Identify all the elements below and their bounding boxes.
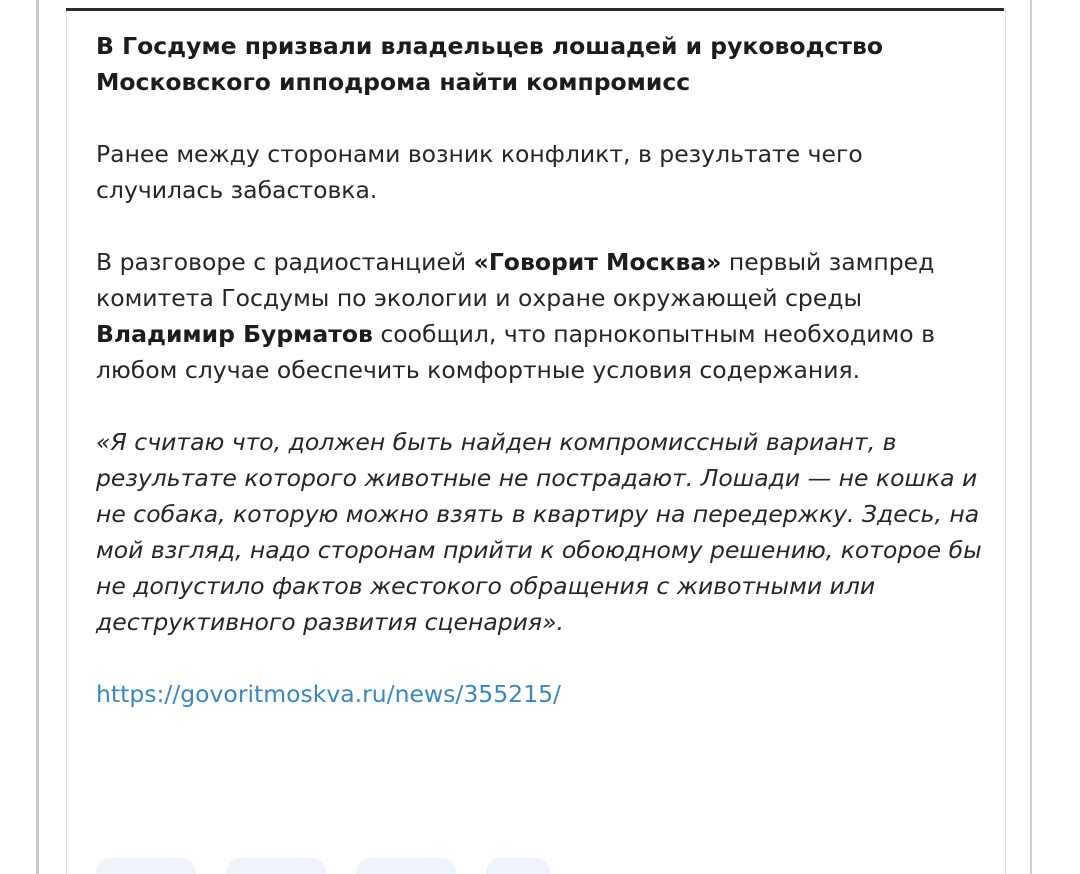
station-name: «Говорит Москва» <box>473 248 722 276</box>
paragraph-2-text-1: В разговоре с радиостанцией <box>96 248 474 276</box>
person-name: Владимир Бурматов <box>96 320 373 348</box>
post-quote: «Я считаю что, должен быть найден компромиссный вариант, в результате которого животные не пострадают. Лошади — не кошка и не собака, которую можно взять в квартиру на передержку. Здесь, на мой взгляд, надо сторонам прийти к обоюдному решению, которое бы не допустило фактов жестокого обращения с животными или деструктивного развития сценария». <box>96 428 982 636</box>
reaction-chip[interactable] <box>356 858 456 874</box>
message-content <box>96 28 996 712</box>
news-link[interactable]: https://govoritmoskva.ru/news/355215/ <box>96 680 561 708</box>
paragraph-2-text-2: первый зампред комитета Госдумы по экологии и охране окружающей среды <box>96 248 935 312</box>
reactions-bar <box>96 858 550 874</box>
card-top-border <box>66 8 1004 11</box>
paragraph-2-text-3: сообщил, что парнокопытным необходимо в любом случае обеспечить комфортные условия содержания. <box>96 320 935 384</box>
reaction-chip[interactable] <box>96 858 196 874</box>
post-paragraph-2 <box>96 244 996 388</box>
reaction-chip[interactable] <box>486 858 550 874</box>
reaction-chip[interactable] <box>226 858 326 874</box>
left-gutter <box>0 0 38 874</box>
left-divider <box>36 0 39 874</box>
post-headline: В Госдуме призвали владельцев лошадей и руководство Московского ипподрома найти компромисс <box>96 32 884 96</box>
post-paragraph-1: Ранее между сторонами возник конфликт, в результате чего случилась забастовка. <box>96 140 863 204</box>
right-divider <box>1030 0 1032 874</box>
